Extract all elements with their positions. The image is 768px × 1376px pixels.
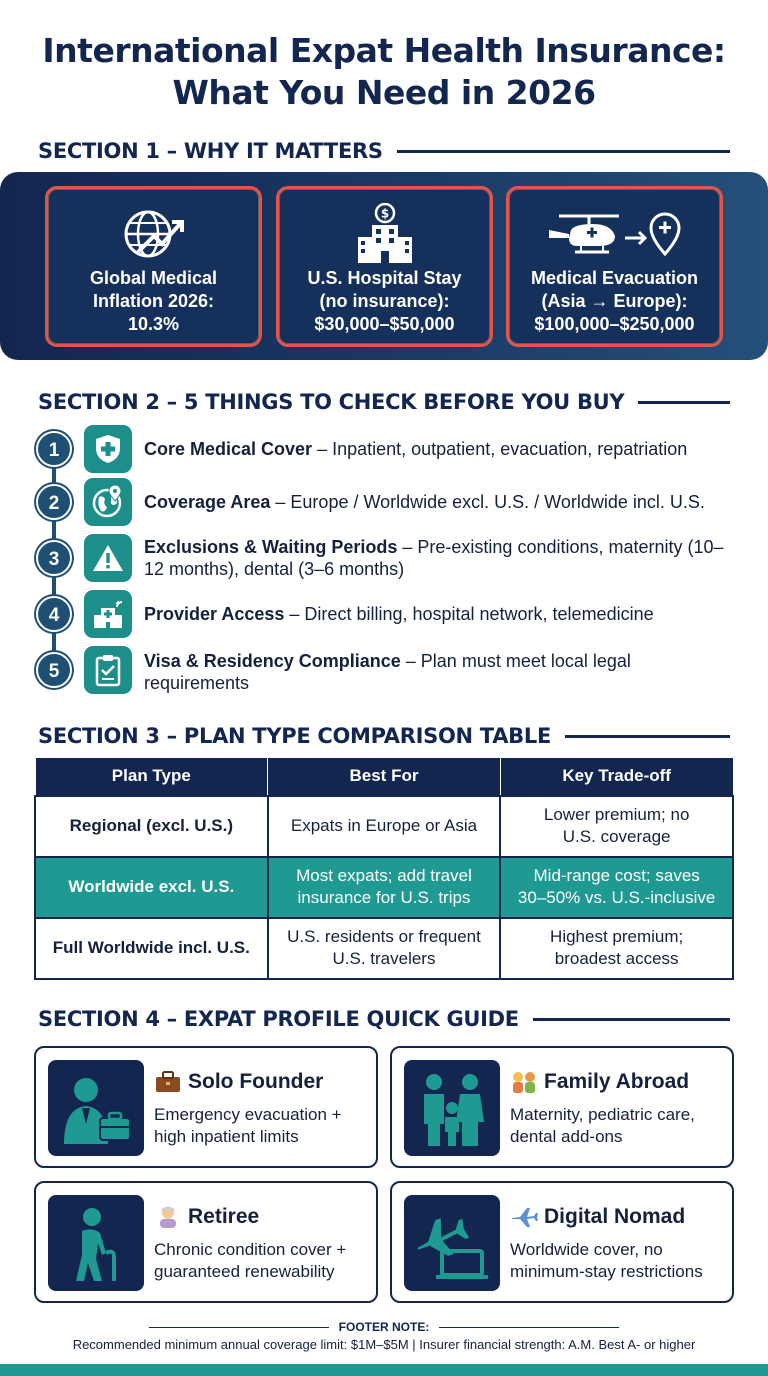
cell-line: Mid-range cost; saves	[533, 866, 700, 885]
footer-bar	[0, 1364, 768, 1376]
profile-title	[154, 1070, 323, 1094]
profile-title-text: Digital Nomad	[544, 1205, 686, 1228]
check-item-desc: – Plan must meet local legal requirements	[144, 651, 631, 693]
briefcase-icon	[154, 1070, 182, 1094]
cell-line: Lower premium; no	[543, 805, 690, 824]
step-number: 2	[36, 484, 72, 520]
column-header: Key Trade-off	[500, 758, 733, 796]
divider	[149, 1327, 329, 1328]
stat-line: (Asia → Europe):	[541, 291, 688, 311]
profile-desc	[510, 1104, 726, 1148]
tradeoff-cell	[500, 857, 733, 918]
step-number: 5	[36, 652, 72, 688]
check-item-visa-compliance	[36, 646, 736, 698]
stat-line: Global Medical	[89, 268, 218, 288]
stat-card-evacuation	[506, 186, 723, 347]
best-for-cell	[268, 918, 501, 979]
clipboard-check-icon	[84, 646, 132, 694]
table-header-row	[35, 758, 733, 796]
svg-text:$: $	[380, 206, 389, 221]
check-item-title: Exclusions & Waiting Periods	[144, 537, 398, 557]
section-1-heading	[38, 136, 730, 166]
profile-title-text: Retiree	[188, 1205, 260, 1228]
older-person-icon	[154, 1205, 182, 1229]
plan-type-cell: Worldwide excl. U.S.	[35, 857, 268, 918]
column-header: Plan Type	[35, 758, 268, 796]
stat-line: (no insurance):	[319, 291, 450, 311]
globe-arrow-icon	[48, 201, 259, 267]
table-row	[35, 918, 733, 979]
section-2-heading	[38, 387, 730, 417]
profile-title-text: Family Abroad	[544, 1070, 690, 1093]
tradeoff-cell	[500, 796, 733, 857]
cell-line: broadest access	[554, 949, 679, 968]
check-item-exclusions	[36, 532, 736, 584]
profile-desc	[154, 1239, 370, 1283]
desc-line: Maternity, pediatric care,	[510, 1105, 695, 1124]
column-header: Best For	[268, 758, 501, 796]
stat-label	[283, 267, 486, 336]
profile-card-retiree	[34, 1181, 378, 1303]
check-item-text	[144, 603, 736, 625]
plane-laptop-icon	[404, 1195, 500, 1291]
section-3-heading-text: SECTION 3 – PLAN TYPE COMPARISON TABLE	[38, 724, 551, 748]
desc-line: Worldwide cover, no	[510, 1240, 663, 1259]
check-item-text	[144, 536, 736, 580]
desc-line: Emergency evacuation +	[154, 1105, 342, 1124]
stat-label	[52, 267, 255, 336]
page-title	[0, 30, 768, 114]
stat-value: $100,000–$250,000	[534, 314, 695, 334]
desc-line: dental add-ons	[510, 1127, 623, 1146]
divider	[638, 401, 730, 404]
check-item-desc: – Europe / Worldwide excl. U.S. / Worldwide incl. U.S.	[270, 492, 705, 512]
businessman-icon	[48, 1060, 144, 1156]
stat-card-inflation	[45, 186, 262, 347]
check-item-text	[144, 650, 736, 694]
family-silhouette-icon	[404, 1060, 500, 1156]
globe-pin-icon	[84, 478, 132, 526]
check-item-desc: – Pre-existing conditions, maternity (10–12 months), dental (3–6 months)	[144, 537, 724, 579]
divider	[439, 1327, 619, 1328]
plan-comparison-table	[34, 757, 734, 980]
profile-card-digital-nomad	[390, 1181, 734, 1303]
shield-cross-icon	[84, 425, 132, 473]
stat-label	[513, 267, 716, 336]
stat-line: U.S. Hospital Stay	[307, 268, 462, 288]
title-line-1: International Expat Health Insurance:	[42, 31, 726, 70]
step-number: 1	[36, 431, 72, 467]
check-item-desc: – Inpatient, outpatient, evacuation, repatriation	[312, 439, 688, 459]
profile-desc	[154, 1104, 370, 1148]
stat-line: Inflation 2026:	[92, 291, 215, 311]
section-1-heading-text: SECTION 1 – WHY IT MATTERS	[38, 139, 383, 163]
check-item-title: Coverage Area	[144, 492, 271, 512]
cell-line: Most expats; add travel	[296, 866, 472, 885]
profile-title	[154, 1205, 259, 1229]
divider	[565, 735, 730, 738]
plan-type-cell: Regional (excl. U.S.)	[35, 796, 268, 857]
desc-line: guaranteed renewability	[154, 1262, 335, 1281]
check-item-text	[144, 491, 736, 513]
step-number: 4	[36, 596, 72, 632]
footer-heading-text: FOOTER NOTE:	[338, 1320, 430, 1334]
cell-line: 30–50% vs. U.S.-inclusive	[517, 888, 716, 907]
section-3-heading	[38, 721, 730, 751]
step-number: 3	[36, 540, 72, 576]
profile-card-solo-founder	[34, 1046, 378, 1168]
check-item-title: Core Medical Cover	[144, 439, 313, 459]
table-row	[35, 796, 733, 857]
cell-line: U.S. coverage	[562, 827, 671, 846]
desc-line: high inpatient limits	[154, 1127, 299, 1146]
check-item-provider-access	[36, 590, 736, 638]
profile-title	[510, 1205, 685, 1229]
check-item-core-medical	[36, 425, 736, 473]
tradeoff-cell	[500, 918, 733, 979]
divider	[533, 1018, 730, 1021]
helicopter-icon	[509, 201, 720, 267]
footer-note: Recommended minimum annual coverage limit: $1M–$5M | Insurer financial strength: A.M. Best A- or higher	[72, 1337, 696, 1352]
warning-icon	[84, 534, 132, 582]
airplane-icon	[510, 1205, 538, 1229]
check-item-text	[144, 438, 736, 460]
table-row-highlighted	[35, 857, 733, 918]
hospital-icon	[279, 201, 490, 267]
best-for-cell: Expats in Europe or Asia	[268, 796, 501, 857]
footer-heading	[0, 1319, 768, 1335]
profile-card-family-abroad	[390, 1046, 734, 1168]
stat-value: $30,000–$50,000	[314, 314, 455, 334]
elderly-walker-icon	[48, 1195, 144, 1291]
check-item-desc: – Direct billing, hospital network, telemedicine	[284, 604, 654, 624]
stat-card-hospital-stay	[276, 186, 493, 347]
profile-desc	[510, 1239, 726, 1283]
check-item-title: Visa & Residency Compliance	[144, 651, 401, 671]
cell-line: Highest premium;	[550, 927, 684, 946]
check-item-coverage-area	[36, 478, 736, 526]
hospital-network-icon	[84, 590, 132, 638]
desc-line: Chronic condition cover +	[154, 1240, 347, 1259]
section-4-heading-text: SECTION 4 – EXPAT PROFILE QUICK GUIDE	[38, 1007, 519, 1031]
profile-title-text: Solo Founder	[188, 1070, 324, 1093]
stat-value: 10.3%	[127, 314, 180, 334]
cell-line: insurance for U.S. trips	[297, 888, 471, 907]
title-line-2: What You Need in 2026	[172, 73, 596, 112]
stat-line: Medical Evacuation	[530, 268, 699, 288]
plan-type-cell: Full Worldwide incl. U.S.	[35, 918, 268, 979]
desc-line: minimum-stay restrictions	[510, 1262, 703, 1281]
best-for-cell	[268, 857, 501, 918]
section-2-heading-text: SECTION 2 – 5 THINGS TO CHECK BEFORE YOU BUY	[38, 390, 625, 414]
section-4-heading	[38, 1004, 730, 1034]
divider	[397, 150, 730, 153]
check-item-title: Provider Access	[144, 604, 285, 624]
cell-line: U.S. travelers	[332, 949, 436, 968]
cell-line: U.S. residents or frequent	[287, 927, 481, 946]
family-icon	[510, 1070, 538, 1094]
profile-title	[510, 1070, 689, 1094]
